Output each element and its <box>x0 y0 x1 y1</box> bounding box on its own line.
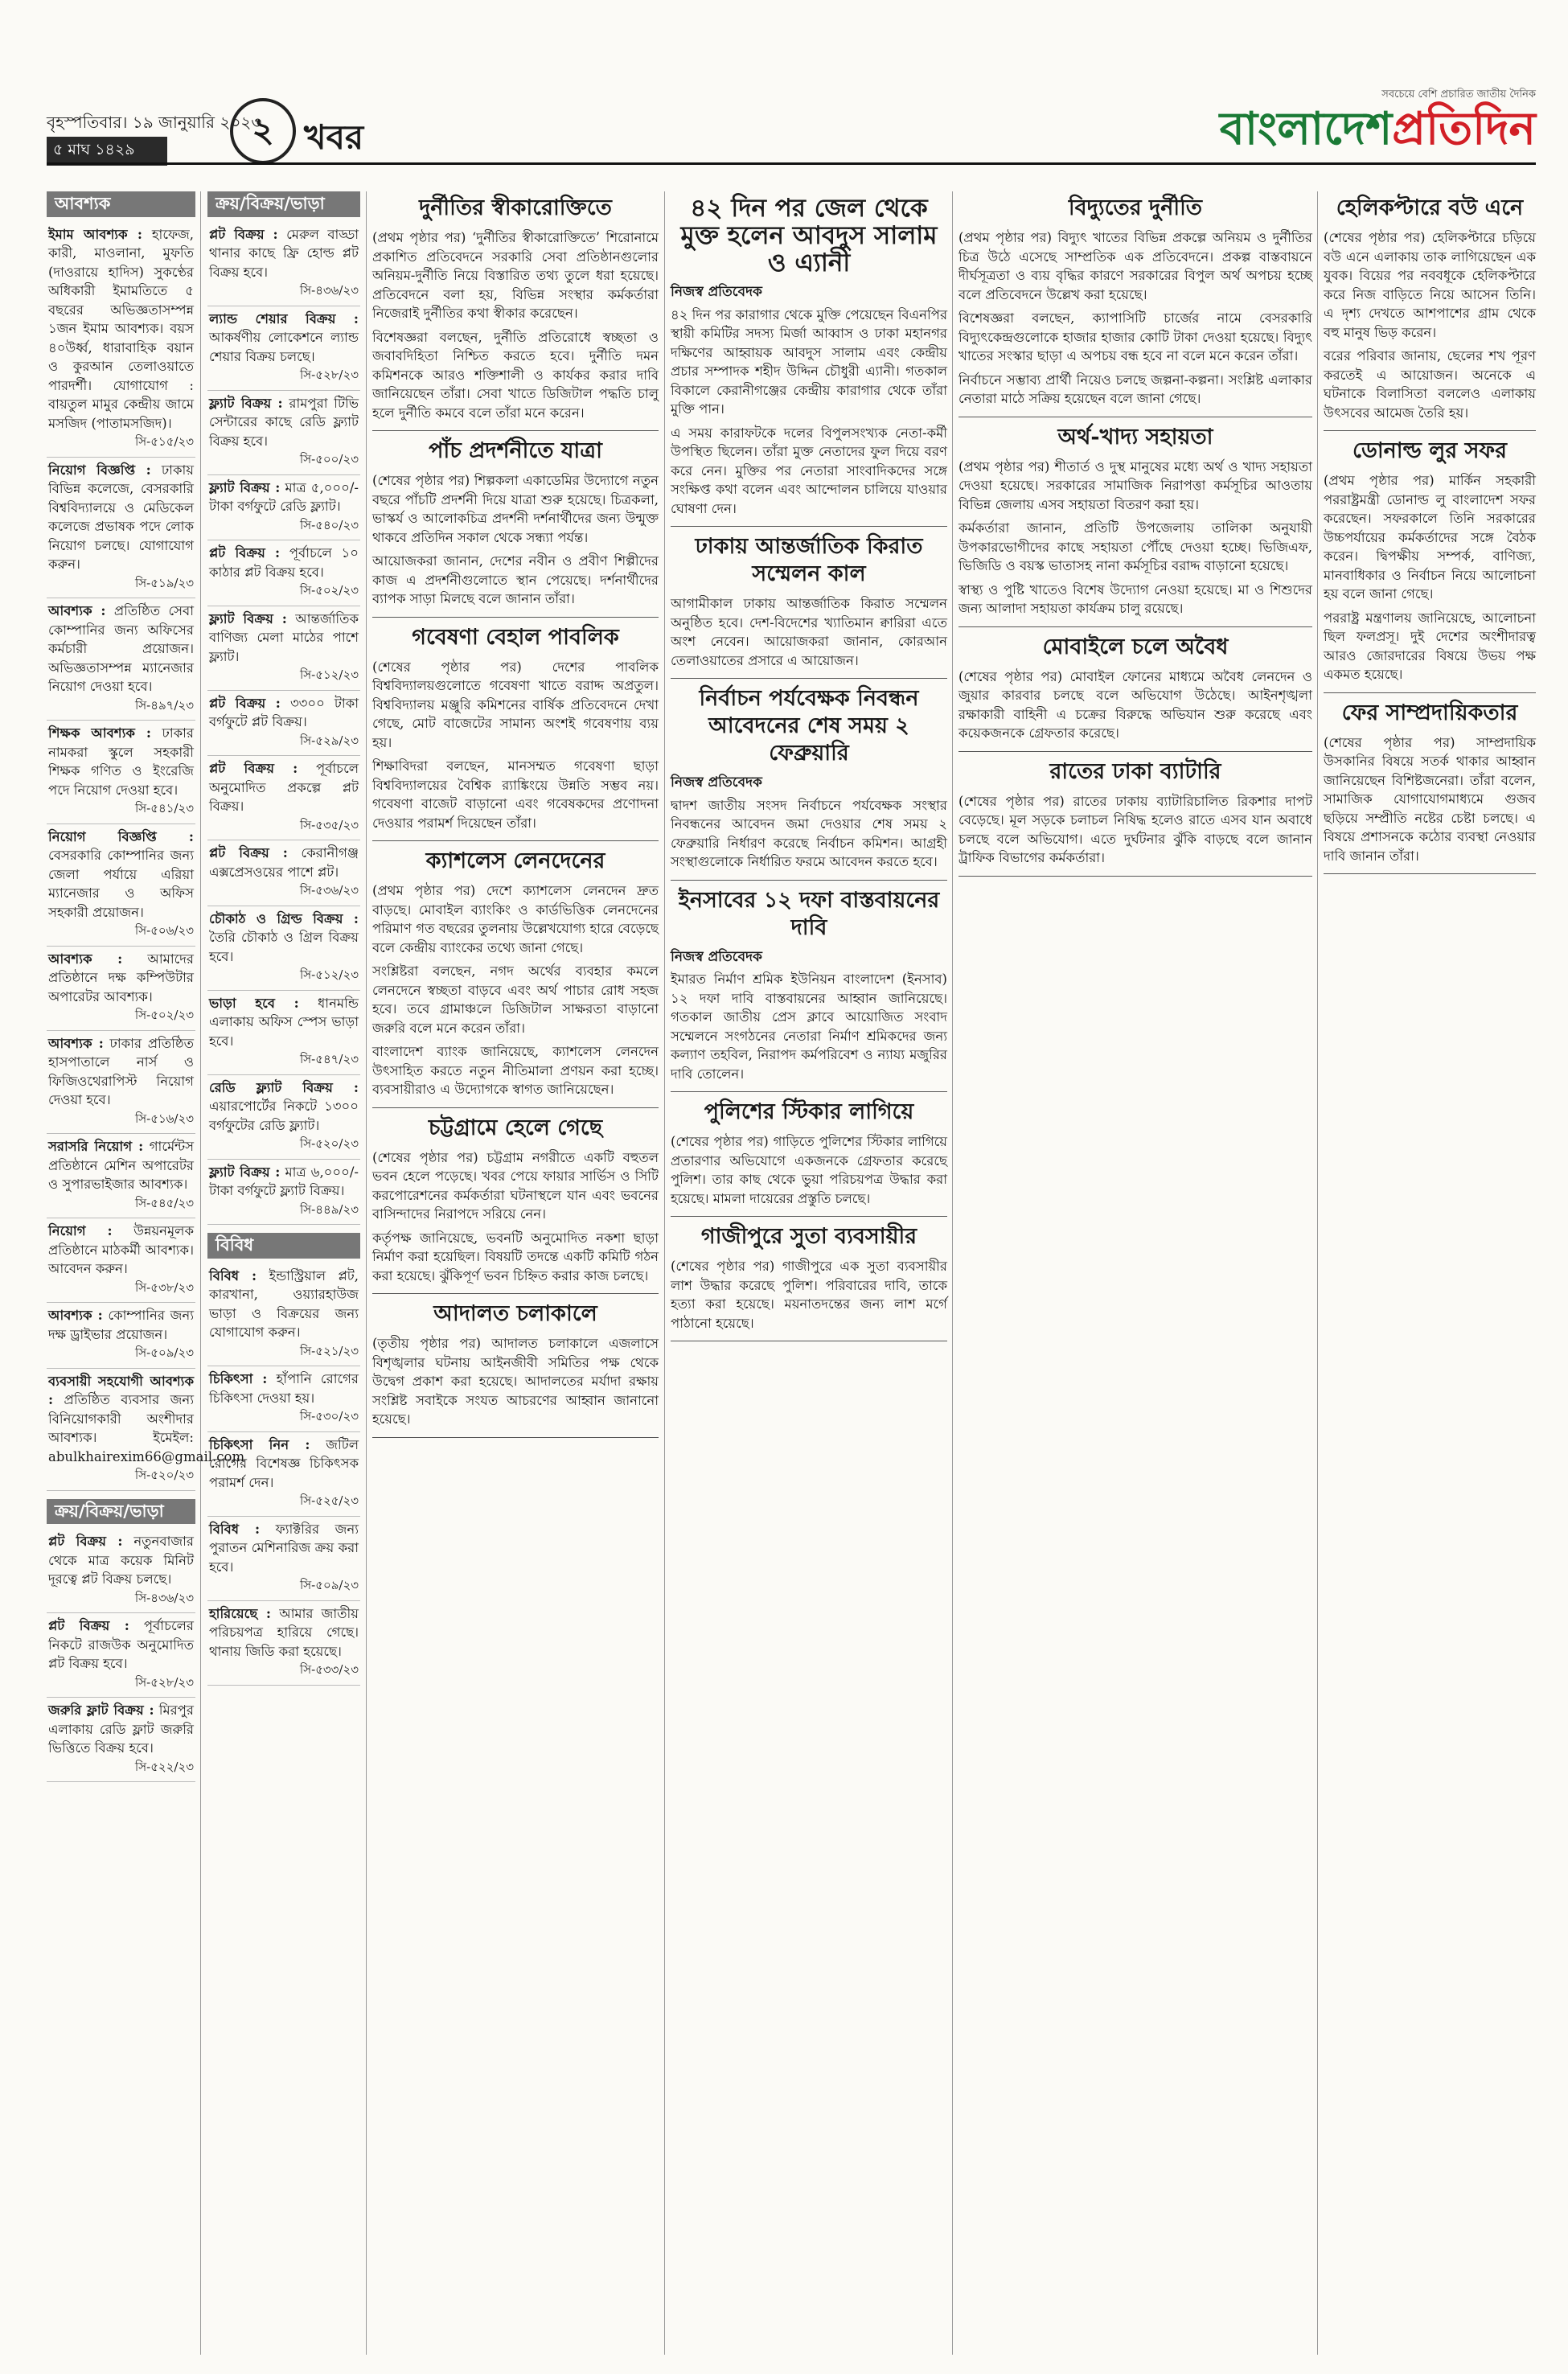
classified-ad-text: পূর্বাচলে অনুমোদিত প্রকল্পে প্লট বিক্রয়। <box>209 761 359 814</box>
classified-ad-text: কোম্পানির জন্য দক্ষ ড্রাইভার প্রয়োজন। <box>48 1308 194 1342</box>
classified-ad <box>207 691 360 757</box>
classified-ad <box>47 598 195 721</box>
classified-heading: আবশ্যক <box>47 191 195 217</box>
article-paragraph: বাংলাদেশ ব্যাংক জানিয়েছে, ক্যাশলেস লেনদেন উৎসাহিত করতে নতুন নীতিমালা প্রণয়ন করা হচ্ছে। ব্যবসায়ীরাও এ উদ্যোগকে স্বাগত জানিয়েছেন। <box>372 1044 659 1097</box>
classified-ad-text: মাত্র ৬,০০০/- টাকা বর্গফুটে ফ্ল্যাট বিক্রয়। <box>209 1164 359 1198</box>
classified-ad-text: প্রতিষ্ঠিত সেবা কোম্পানির জন্য অফিসের কর্মচারী প্রয়োজন। অভিজ্ঞতাসম্পন্ন ম্যানেজার নিয়োগ দেওয়া হবে। <box>48 603 195 694</box>
article-paragraph: (শেষের পৃষ্ঠার পর) রাতের ঢাকায় ব্যাটারিচালিত রিকশার দাপট বেড়েছে। মূল সড়কে চলাচল নিষিদ্ধ হলেও রাতে এসব যান অবাধে চলছে বলে অভিযোগ। এতে দুর্ঘটনার ঝুঁকি বাড়ছে বলে জানান ট্রাফিক বিভাগের কর্মকর্তারা। <box>958 793 1312 865</box>
classified-ad-head: ল্যান্ড শেয়ার বিক্রয় : <box>209 310 359 327</box>
classified-ad-text: ফ্যাক্টরির জন্য পুরাতন মেশিনারিজ ক্রয় করা হবে। <box>209 1521 359 1575</box>
classified-ad-head: ভাড়া হবে : <box>209 995 299 1011</box>
classified-ad-head: চিকিৎসা : <box>209 1371 268 1386</box>
classified-ad-text: জটিল রোগের বিশেষজ্ঞ চিকিৎসক পরামর্শ দেন। <box>209 1436 359 1490</box>
classified-ad-text: মিরপুর এলাকায় রেডি ফ্লাট জরুরি ভিত্তিতে বিক্রয় হবে। <box>48 1702 195 1756</box>
article-headline: হেলিকপ্টারে বউ এনে <box>1336 195 1524 220</box>
classified-ad-head: প্লট বিক্রয় : <box>48 1534 123 1549</box>
classified-ad-text: ঢাকার প্রতিষ্ঠিত হাসপাতালে নার্স ও ফিজিওথেরাপিস্ট নিয়োগ দেওয়া হবে। <box>48 1035 194 1107</box>
date-bangla: ৫ মাঘ ১৪২৯ <box>47 137 167 166</box>
classified-ad-text: হাফেজ, কারী, মাওলানা, মুফতি (দাওরায়ে হাদিস) সুকণ্ঠের অধিকারী ইমামতিতে ৫ বছরের অভিজ্ঞতাসম্পন্ন ১জন ইমাম আবশ্যক। বয়স ৪০উর্ধ্ব, ধারাবাহিক বয়ান ও কুরআন তেলাওয়াতে পারদর্শী। যোগাযোগ : বায়তুল মামুর কেন্দ্রীয় জামে মসজিদ (পাতামসজিদ)। <box>48 226 195 431</box>
article-headline: পাঁচ প্রদর্শনীতে যাত্রা <box>429 438 602 463</box>
classified-ad-text: আমাদের প্রতিষ্ঠানে দক্ষ কম্পিউটার অপারেটর আবশ্যক। <box>48 951 194 1004</box>
classified-ad-text: রামপুরা টিভি সেন্টারের কাছে রেডি ফ্ল্যাট বিক্রয় হবে। <box>209 395 359 449</box>
classified-ad-head: ইমাম আবশ্যক : <box>48 226 142 242</box>
classified-ad-head: নিয়োগ বিজ্ঞপ্তি : <box>48 828 194 844</box>
classified-ad-text: গার্মেন্টস প্রতিষ্ঠানে মেশিন অপারেটর ও সুপারভাইজার আবশ্যক। <box>48 1139 195 1192</box>
article-headline: মোবাইলে চলে অবৈধ <box>1042 634 1229 659</box>
classified-ad-head: বিবিধ : <box>209 1267 257 1284</box>
article-paragraph: স্বাস্থ্য ও পুষ্টি খাতেও বিশেষ উদ্যোগ নেওয়া হয়েছে। মা ও শিশুদের জন্য আলাদা সহায়তা কার্যক্রম চালু রয়েছে। <box>958 581 1312 616</box>
column-divider <box>664 191 665 2355</box>
classified-ad-ref: সি-৪৩৬/২৩ <box>299 283 359 298</box>
article-paragraph: কর্মকর্তারা জানান, প্রতিটি উপজেলায় তালিকা অনুযায়ী উপকারভোগীদের কাছে সহায়তা পৌঁছে দেওয়া হচ্ছে। ভিজিএফ, ভিজিডি ও বয়স্ক ভাতাসহ নানা কর্মসূচির বরাদ্দ বাড়ানো হয়েছে। <box>958 520 1312 573</box>
classified-ad-head: আবশ্যক : <box>48 1308 103 1323</box>
article <box>671 195 947 527</box>
article <box>958 634 1312 752</box>
classified-ad-ref: সি-৫০০/২৩ <box>299 452 359 466</box>
article-paragraph: এ সময় কারাফটকে দলের বিপুলসংখ্যক নেতা-কর্মী উপস্থিত ছিলেন। তাঁরা মুক্ত নেতাদের ফুল দিয়ে বরণ করে নেন। মুক্তির পর নেতারা সাংবাদিকদের সঙ্গে সংক্ষিপ্ত কথা বলেন এবং আন্দোলন চালিয়ে যাওয়ার ঘোষণা দেন। <box>671 425 947 516</box>
news-column-4 <box>671 191 947 2355</box>
classified-ad-ref: সি-৫০৬/২৩ <box>134 923 194 938</box>
classified-ad-head: হারিয়েছে : <box>209 1605 271 1621</box>
classified-ad-head: ফ্ল্যাট বিক্রয় : <box>209 479 281 495</box>
article-paragraph: (শেষের পৃষ্ঠার পর) সাম্প্রদায়িক উসকানির বিষয়ে সতর্ক থাকার আহ্বান জানিয়েছেন বিশিষ্টজনেরা। তাঁরা বলেন, সামাজিক যোগাযোগমাধ্যমে গুজব ছড়িয়ে সম্প্রীতি নষ্টের চেষ্টা চলছে। এ বিষয়ে প্রশাসনকে কঠোর ব্যবস্থা নেওয়ার দাবি জানান তাঁরা। <box>1324 734 1536 864</box>
classified-ad-head: চিকিৎসা নিন : <box>209 1436 310 1452</box>
classified-ad-ref: সি-৫৪১/২৩ <box>134 801 194 815</box>
article-headline: পুলিশের স্টিকার লাগিয়ে <box>704 1099 914 1124</box>
article-paragraph: আয়োজকরা জানান, দেশের নবীন ও প্রবীণ শিল্পীদের কাজ এ প্রদর্শনীগুলোতে স্থান পেয়েছে। দর্শনার্থীদের ব্যাপক সাড়া মিলছে বলে জানান তাঁরা। <box>372 553 659 606</box>
classified-ad-head: আবশ্যক : <box>48 951 123 967</box>
article-headline: অর্থ-খাদ্য সহায়তা <box>1057 424 1213 450</box>
article-paragraph: (শেষের পৃষ্ঠার পর) মোবাইল ফোনের মাধ্যমে অবৈধ লেনদেন ও জুয়ার কারবার চলছে বলে অভিযোগ উঠেছে। আইনশৃঙ্খলা রক্ষাকারী বাহিনী এ চক্রের বিরুদ্ধে অভিযান শুরু করেছে এবং কয়েকজনকে গ্রেফতার করেছে। <box>958 668 1312 741</box>
classified-ad-text: ঢাকায় বিভিন্ন কলেজে, বেসরকারি বিশ্ববিদ্যালয়ে ও মেডিকেল কলেজে প্রভাষক পদে লোক নিয়োগ চলছে। যোগাযোগ করুন। <box>48 462 195 572</box>
classified-ad <box>47 1698 195 1782</box>
brand-name-part-a: বাংলাদেশ <box>1219 102 1393 155</box>
article-paragraph: (শেষের পৃষ্ঠার পর) শিল্পকলা একাডেমির উদ্যোগে নতুন বছরে পাঁচটি প্রদর্শনী দিয়ে যাত্রা শুরু হয়েছে। চিত্রকলা, ভাস্কর্য ও আলোকচিত্র প্রদর্শনী দর্শনার্থীদের জন্য উন্মুক্ত থাকবে প্রতিদিন সকাল থেকে সন্ধ্যা পর্যন্ত। <box>372 473 659 545</box>
classified-ad-ref: সি-৫২৮/২৩ <box>299 368 359 382</box>
article <box>958 195 1312 417</box>
article-paragraph: (প্রথম পৃষ্ঠার পর) বিদ্যুৎ খাতের বিভিন্ন প্রকল্পে অনিয়ম ও দুর্নীতির চিত্র উঠে এসেছে সাম্প্রতিক এক প্রতিবেদনে। প্রকল্প বাস্তবায়নে দীর্ঘসূত্রতা ও ব্যয় বৃদ্ধির কারণে সরকারের বিপুল অর্থ অপচয় হচ্ছে বলে প্রতিবেদনে উল্লেখ করা হয়েছে। <box>958 230 1312 302</box>
classified-ad <box>207 840 360 906</box>
article-paragraph: (প্রথম পৃষ্ঠার পর) ‘দুর্নীতির স্বীকারোক্তিতে’ শিরোনামে প্রকাশিত প্রতিবেদনে সরকারি সেবা প্রতিষ্ঠানগুলোর অনিয়ম-দুর্নীতি নিয়ে বিস্তারিত তথ্য তুলে ধরা হয়েছে। প্রতিবেদনে বলা হয়, বিভিন্ন সংস্থার কর্মকর্তারা নিজেরাই দুর্নীতির কথা স্বীকার করেছেন। <box>372 230 659 321</box>
masthead-rule <box>47 162 1536 165</box>
article-headline: নির্বাচন পর্যবেক্ষক নিবন্ধন আবেদনের শেষ সময় ২ ফেব্রুয়ারি <box>699 686 919 766</box>
article-headline: ৪২ দিন পর জেল থেকে মুক্ত হলেন আবদুস সালাম ও এ্যানী <box>680 194 938 277</box>
classified-ad <box>47 1218 195 1303</box>
article-byline: নিজস্ব প্রতিবেদক <box>671 284 762 300</box>
classified-ad <box>207 475 360 541</box>
classified-ad-head: রেডি ফ্ল্যাট বিক্রয় : <box>209 1079 359 1095</box>
classified-ad-text: প্রতিষ্ঠিত ব্যবসার জন্য বিনিয়োগকারী অংশীদার আবশ্যক। ইমেইল: abulkhairexim66@gmail.com <box>48 1392 245 1464</box>
column-divider <box>1317 191 1318 2355</box>
article <box>372 437 659 618</box>
article <box>372 1300 659 1438</box>
article-paragraph: (প্রথম পৃষ্ঠার পর) মার্কিন সহকারী পররাষ্ট্রমন্ত্রী ডোনাল্ড লু বাংলাদেশ সফর করেছেন। সফরকালে তিনি সরকারের উচ্চপর্যায়ের কর্মকর্তাদের সঙ্গে বৈঠক করেন। দ্বিপক্ষীয় সম্পর্ক, বাণিজ্য, মানবাধিকার ও নির্বাচন নিয়ে আলোচনা হয় বলে জানা গেছে। <box>1324 473 1536 602</box>
classified-ad <box>207 1432 360 1517</box>
article <box>1324 700 1536 875</box>
article-headline: রাতের ঢাকা ব্যাটারি <box>1049 758 1221 784</box>
news-column-5 <box>958 191 1312 2355</box>
classified-ad-text: তৈরি চৌকাঠ ও গ্রিল বিক্রয় হবে। <box>209 930 359 964</box>
article-headline: আদালত চলাকালে <box>433 1301 597 1326</box>
classified-ad-text: আকর্ষণীয় লোকেশনে ল্যান্ড শেয়ার বিক্রয় চলছে। <box>209 330 359 364</box>
classified-ad-ref: সি-৫১৫/২৩ <box>134 434 194 449</box>
classified-ad <box>207 756 360 840</box>
classified-ad-head: প্লট বিক্রয় : <box>209 226 278 242</box>
classified-ad-ref: সি-৫২২/২৩ <box>134 1759 194 1774</box>
classified-ad <box>207 906 360 991</box>
news-column-6 <box>1324 191 1536 2355</box>
article <box>671 1099 947 1217</box>
classifieds-column-2 <box>207 191 360 2355</box>
classified-ad <box>47 721 195 824</box>
classified-ad <box>47 458 195 599</box>
classified-ad-head: বিবিধ : <box>209 1521 261 1537</box>
brand-logo <box>1220 87 1536 154</box>
brand-name <box>1220 104 1536 154</box>
column-divider <box>952 191 953 2355</box>
classified-ad <box>207 1601 360 1686</box>
article-paragraph: (শেষের পৃষ্ঠার পর) গাড়িতে পুলিশের স্টিকার লাগিয়ে প্রতারণার অভিযোগে একজনকে গ্রেফতার করেছে পুলিশ। তার কাছ থেকে ভুয়া পরিচয়পত্র উদ্ধার করা হয়েছে। মামলা দায়েরের প্রস্তুতি চলছে। <box>671 1134 947 1206</box>
classified-ad-text: মাত্র ৫,০০০/- টাকা বর্গফুটে রেডি ফ্ল্যাট। <box>209 479 359 514</box>
column-divider <box>366 191 367 2355</box>
classified-ad <box>207 606 360 691</box>
brand-name-part-b: প্রতিদিন <box>1392 102 1536 155</box>
classified-ad-ref: সি-৫০২/২৩ <box>134 1008 194 1022</box>
article-paragraph: কর্তৃপক্ষ জানিয়েছে, ভবনটি অনুমোদিত নকশা ছাড়া নির্মাণ করা হয়েছিল। বিষয়টি তদন্তে একটি কমিটি গঠন করা হয়েছে। ঝুঁকিপূর্ণ ভবন চিহ্নিত করার কাজ চলছে। <box>372 1230 659 1284</box>
article-headline: দুর্নীতির স্বীকারোক্তিতে <box>419 195 612 220</box>
article-headline: ইনসাবের ১২ দফা বাস্তবায়নের দাবি <box>678 887 940 940</box>
classified-ad-text: কেরানীগঞ্জ এক্সপ্রেসওয়ের পাশে প্লট। <box>209 845 359 880</box>
classified-ad <box>207 991 360 1075</box>
classified-ad-ref: সি-৫১৬/২৩ <box>134 1111 194 1126</box>
classified-ad <box>207 1160 360 1226</box>
classified-ad-text: পূর্বাচলের নিকটে রাজউক অনুমোদিত প্লট বিক্রয় হবে। <box>48 1618 194 1671</box>
classified-ad-text: ধানমন্ডি এলাকায় অফিস স্পেস ভাড়া হবে। <box>209 995 359 1049</box>
classified-ad-ref: সি-৫২৯/২৩ <box>299 733 359 748</box>
article <box>671 533 947 679</box>
article-paragraph: বিশেষজ্ঞরা বলছেন, দুর্নীতি প্রতিরোধে স্বচ্ছতা ও জবাবদিহিতা নিশ্চিত করতে হবে। দুর্নীতি দমন কমিশনকে আরও শক্তিশালী ও কার্যকর করার দাবি জানিয়েছেন তাঁরা। সেবা খাতে ডিজিটাল পদ্ধতি চালু হলে দুর্নীতি কমবে বলে তাঁরা মনে করেন। <box>372 329 659 421</box>
classified-ad-ref: সি-৫৪০/২৩ <box>299 517 359 532</box>
classified-ad-ref: সি-৪৪৯/২৩ <box>299 1201 359 1217</box>
article-paragraph: শিক্ষাবিদরা বলছেন, মানসম্মত গবেষণা ছাড়া বিশ্ববিদ্যালয়ের বৈশ্বিক র‍্যাঙ্কিংয়ে উন্নতি সম্ভব নয়। গবেষণা বাজেট বাড়ানো এবং গবেষকদের প্রণোদনা দেওয়ার পরামর্শ দিয়েছেন তাঁরা। <box>372 758 659 831</box>
classified-ad-head: আবশ্যক : <box>48 603 106 618</box>
article-headline: চট্টগ্রামে হেলে গেছে <box>428 1115 603 1140</box>
article-paragraph: ৪২ দিন পর কারাগার থেকে মুক্তি পেয়েছেন বিএনপির স্থায়ী কমিটির সদস্য মির্জা আব্বাস ও ঢাকা মহানগর দক্ষিণের আহ্বায়ক আবদুস সালাম এবং কেন্দ্রীয় প্রচার সম্পাদক শহীদ উদ্দিন চৌধুরী এ্যানী। গতকাল বিকালে কেরানীগঞ্জের কেন্দ্রীয় কারাগার থেকে তাঁরা মুক্তি পান। <box>671 306 948 417</box>
classified-list <box>207 222 360 1226</box>
classified-list <box>207 1263 360 1686</box>
classified-heading: ক্রয়/বিক্রয়/ভাড়া <box>47 1499 195 1525</box>
article-paragraph: বিশেষজ্ঞরা বলছেন, ক্যাপাসিটি চার্জের নামে বেসরকারি বিদ্যুৎকেন্দ্রগুলোকে হাজার হাজার কোটি টাকা দেওয়া হয়েছে। বিদ্যুৎ খাতের সংস্কার ছাড়া এ অপচয় বন্ধ হবে না বলে মনে করেন তাঁরা। <box>958 310 1312 363</box>
article-byline: নিজস্ব প্রতিবেদক <box>671 774 762 791</box>
article-headline: গাজীপুরে সুতা ব্যবসায়ীর <box>700 1224 917 1249</box>
section-name: খবর <box>304 117 364 157</box>
classified-ad <box>47 824 195 947</box>
page-number: ২ <box>230 98 296 164</box>
classified-ad-ref: সি-৫১৯/২৩ <box>134 575 194 590</box>
classified-ad <box>47 1613 195 1698</box>
classified-ad-ref: সি-৫৩০/২৩ <box>299 1409 359 1423</box>
classified-ad <box>207 391 360 475</box>
classified-ad-ref: সি-৫৩৮/২৩ <box>134 1279 194 1295</box>
classified-ad-text: ইন্ডাস্ট্রিয়াল প্লট, কারখানা, ওয়্যারহাউজ ভাড়া ও বিক্রয়ের জন্য যোগাযোগ করুন। <box>209 1267 359 1340</box>
classified-ad-text: উন্নয়নমূলক প্রতিষ্ঠানে মাঠকর্মী আবশ্যক। আবেদন করুন। <box>48 1223 195 1276</box>
article-paragraph: (শেষের পৃষ্ঠার পর) দেশের পাবলিক বিশ্ববিদ্যালয়গুলোতে গবেষণা খাতে বরাদ্দ অপ্রতুল। বিশ্ববিদ্যালয় মঞ্জুরি কমিশনের বার্ষিক প্রতিবেদনে দেখা গেছে, মোট বাজেটের সামান্য অংশই গবেষণায় ব্যয় হয়। <box>372 659 659 750</box>
classified-ad-text: আন্তর্জাতিক বাণিজ্য মেলা মাঠের পাশে ফ্ল্যাট। <box>209 610 359 664</box>
article-paragraph: (প্রথম পৃষ্ঠার পর) শীতার্ত ও দুস্থ মানুষের মধ্যে অর্থ ও খাদ্য সহায়তা দেওয়া হয়েছে। সরকারের সামাজিক নিরাপত্তা কর্মসূচির আওতায় বিভিন্ন জেলায় এসব সহায়তা বিতরণ করা হয়। <box>958 458 1312 512</box>
article-paragraph: নির্বাচনে সম্ভাব্য প্রার্থী নিয়েও চলছে জল্পনা-কল্পনা। সংশ্লিষ্ট এলাকার নেতারা মাঠে সক্রিয় হয়েছেন বলে জানা গেছে। <box>958 372 1312 406</box>
classified-ad-text: মেরুল বাড্ডা থানার কাছে ফ্রি হোল্ড প্লট বিক্রয় হবে। <box>209 226 359 280</box>
article <box>1324 195 1536 431</box>
article-paragraph: (প্রথম পৃষ্ঠার পর) দেশে ক্যাশলেস লেনদেন দ্রুত বাড়ছে। মোবাইল ব্যাংকিং ও কার্ডভিত্তিক লেনদেনের পরিমাণ গত বছরের তুলনায় উল্লেখযোগ্য হারে বেড়েছে বলে কেন্দ্রীয় ব্যাংকের তথ্যে জানা গেছে। <box>372 883 659 955</box>
brand-tagline: সবচেয়ে বেশি প্রচারিত জাতীয় দৈনিক <box>1381 88 1536 101</box>
classified-ad <box>207 1263 360 1367</box>
classified-ad <box>47 1031 195 1135</box>
classified-ad-ref: সি-৫২৮/২৩ <box>134 1674 194 1690</box>
classified-ad-head: নিয়োগ : <box>48 1223 113 1238</box>
article <box>958 758 1312 877</box>
classified-heading: ক্রয়/বিক্রয়/ভাড়া <box>207 191 360 217</box>
classified-ad-text: এয়ারপোর্টের নিকটে ১৩০০ বর্গফুটের রেডি ফ্ল্যাট। <box>209 1099 359 1133</box>
classified-ad-text: আমার জাতীয় পরিচয়পত্র হারিয়ে গেছে। থানায় জিডি করা হয়েছে। <box>209 1605 359 1659</box>
article <box>372 1115 659 1295</box>
classified-ad-head: ব্যবসায়ী সহযোগী আবশ্যক : <box>48 1373 194 1407</box>
classified-ad <box>47 1529 195 1613</box>
article-headline: ক্যাশলেস লেনদেনের <box>425 848 605 873</box>
classified-ad-text: হাঁপানি রোগের চিকিৎসা দেওয়া হয়। <box>209 1371 359 1406</box>
date-weekday: বৃহস্পতিবার। ১৯ জানুয়ারি ২০২৩ <box>47 113 262 132</box>
classified-heading: বিবিধ <box>207 1233 360 1259</box>
article-paragraph: (শেষের পৃষ্ঠার পর) হেলিকপ্টারে চড়িয়ে বউ এনে এলাকায় তাক লাগিয়েছেন এক যুবক। বিয়ের পর নববধূকে হেলিকপ্টারে করে নিজ বাড়িতে নিয়ে আসেন তিনি। এ দৃশ্য দেখতে আশপাশের গ্রাম থেকে বহু মানুষ ভিড় করেন। <box>1324 230 1536 340</box>
classified-ad-ref: সি-৫০২/২৩ <box>299 583 359 598</box>
article-headline: বিদ্যুতের দুর্নীতি <box>1068 195 1203 220</box>
classified-ad-ref: সি-৫১২/২৩ <box>299 967 359 982</box>
article-headline: গবেষণা বেহাল পাবলিক <box>412 624 619 650</box>
article-paragraph: (তৃতীয় পৃষ্ঠার পর) আদালত চলাকালে এজলাসে বিশৃঙ্খলার ঘটনায় আইনজীবী সমিতির পক্ষ থেকে উদ্বেগ প্রকাশ করা হয়েছে। আদালতের মর্যাদা রক্ষায় সংশ্লিষ্ট সবাইকে সংযত আচরণের আহ্বান জানানো হয়েছে। <box>372 1336 659 1427</box>
classified-ad-head: ফ্ল্যাট বিক্রয় : <box>209 1164 281 1180</box>
classified-ad <box>47 1303 195 1369</box>
classified-ad-ref: সি-৫০৯/২৩ <box>299 1578 359 1592</box>
article <box>372 624 659 842</box>
classified-ad-head: প্লট বিক্রয় : <box>209 545 281 561</box>
classified-ad-head: সরাসরি নিয়োগ : <box>48 1139 144 1154</box>
classified-ad-ref: সি-৫২১/২৩ <box>299 1343 359 1358</box>
article-paragraph: পররাষ্ট্র মন্ত্রণালয় জানিয়েছে, আলোচনা ছিল ফলপ্রসূ। দুই দেশের অংশীদারত্ব আরও জোরদারের বিষয়ে উভয় পক্ষ একমত হয়েছে। <box>1324 610 1536 682</box>
classified-ad-head: প্লট বিক্রয় : <box>209 845 288 860</box>
classified-ad <box>47 1134 195 1218</box>
classified-ad-head: প্লট বিক্রয় : <box>48 1618 129 1633</box>
classified-ad-head: জরুরি ফ্লাট বিক্রয় : <box>48 1702 154 1718</box>
classified-ad-head: প্লট বিক্রয় : <box>209 761 298 776</box>
classified-ad <box>207 306 360 391</box>
classified-ad <box>207 540 360 606</box>
classified-ad-head: চৌকাঠ ও গ্রিল্ড বিক্রয় : <box>209 910 359 926</box>
article-paragraph: আগামীকাল ঢাকায় আন্তর্জাতিক কিরাত সম্মেলন অনুষ্ঠিত হবে। দেশ-বিদেশের খ্যাতিমান ক্বারিরা এতে অংশ নেবেন। আয়োজকরা জানান, কোরআন তেলাওয়াতের প্রসারে এ আয়োজন। <box>671 596 947 668</box>
classified-ad-head: আবশ্যক : <box>48 1035 104 1051</box>
article-headline: ডোনাল্ড লুর সফর <box>1353 438 1507 463</box>
news-column-3 <box>372 191 659 2355</box>
article-paragraph: দ্বাদশ জাতীয় সংসদ নির্বাচনে পর্যবেক্ষক সংস্থার নিবন্ধনের আবেদন জমা দেওয়ার শেষ সময় ২ ফেব্রুয়ারি নির্ধারণ করেছে নির্বাচন কমিশন। আগ্রহী সংস্থাগুলোকে নির্ধারিত ফরমে আবেদন করতে হবে। <box>671 797 947 869</box>
classified-ad <box>207 1075 360 1160</box>
column-divider <box>200 191 201 2355</box>
classified-ad-head: নিয়োগ বিজ্ঞপ্তি : <box>48 462 151 478</box>
classified-ad-ref: সি-৫৩৩/২৩ <box>299 1662 359 1677</box>
article-byline: নিজস্ব প্রতিবেদক <box>671 948 762 965</box>
article-paragraph: বরের পরিবার জানায়, ছেলের শখ পূরণ করতেই এ আয়োজন। অনেকে এ ঘটনাকে বিলাসিতা বললেও এলাকায় উৎসবের আমেজ তৈরি হয়। <box>1324 348 1536 421</box>
classified-ad-ref: সি-৫৩৬/২৩ <box>299 883 359 897</box>
article-paragraph: (শেষের পৃষ্ঠার পর) চট্টগ্রাম নগরীতে একটি বহুতল ভবন হেলে পড়েছে। খবর পেয়ে ফায়ার সার্ভিস ও সিটি করপোরেশনের কর্মকর্তারা ঘটনাস্থলে যান এবং ভবনের বাসিন্দাদের নিরাপদে সরিয়ে নেন। <box>372 1149 659 1222</box>
article <box>958 424 1312 627</box>
article <box>372 195 659 431</box>
classified-ad-ref: সি-৪৯৭/২৩ <box>134 697 194 713</box>
classified-ad-head: প্লট বিক্রয় : <box>209 695 281 711</box>
article-headline: ফের সাম্প্রদায়িকতার <box>1341 700 1518 725</box>
article-paragraph: সংশ্লিষ্টরা বলছেন, নগদ অর্থের ব্যবহার কমলে লেনদেনে স্বচ্ছতা বাড়বে এবং অর্থ পাচার রোধ সহজ হবে। তবে গ্রামাঞ্চলে ডিজিটাল সাক্ষরতা বাড়ানো জরুরি বলে মনে করেন তাঁরা। <box>372 963 659 1036</box>
article <box>372 848 659 1108</box>
classified-ad-head: শিক্ষক আবশ্যক : <box>48 725 151 741</box>
classified-ad-ref: সি-৫২০/২৩ <box>299 1136 359 1151</box>
classified-ad-head: ফ্ল্যাট বিক্রয় : <box>209 395 283 411</box>
classified-ad-text: পূর্বাচলে ১০ কাঠার প্লট বিক্রয় হবে। <box>209 545 359 580</box>
article-paragraph: ইমারত নির্মাণ শ্রমিক ইউনিয়ন বাংলাদেশ (ইনসাব) ১২ দফা দাবি বাস্তবায়নের আহ্বান জানিয়েছে। গতকাল জাতীয় প্রেস ক্লাবে আয়োজিত সংবাদ সম্মেলনে সংগঠনের নেতারা নির্মাণ শ্রমিকদের জন্য কল্যাণ তহবিল, নিরাপদ কর্মপরিবেশ ও ন্যায্য মজুরির দাবি তোলেন। <box>671 971 947 1082</box>
classified-ad-text: ঢাকার নামকরা স্কুলে সহকারী শিক্ষক গণিত ও ইংরেজি পদে নিয়োগ দেওয়া হবে। <box>48 725 195 798</box>
article-paragraph: (শেষের পৃষ্ঠার পর) গাজীপুরে এক সুতা ব্যবসায়ীর লাশ উদ্ধার করেছে পুলিশ। পরিবারের দাবি, তাকে হত্যা করা হয়েছে। ময়নাতদন্তের জন্য লাশ মর্গে পাঠানো হয়েছে। <box>671 1259 947 1331</box>
masthead <box>47 87 1536 183</box>
classified-ad-ref: সি-৫১২/২৩ <box>299 667 359 682</box>
classified-ad <box>47 947 195 1031</box>
classified-ad-head: ফ্ল্যাট বিক্রয় : <box>209 610 287 626</box>
article <box>671 887 947 1093</box>
classified-ad-ref: সি-৫৪৭/২৩ <box>299 1052 359 1066</box>
article <box>671 685 947 881</box>
classified-ad-ref: সি-৫২৫/২৩ <box>299 1493 359 1508</box>
article-headline: ঢাকায় আন্তর্জাতিক কিরাত সম্মেলন কাল <box>695 534 923 586</box>
classified-list <box>47 1529 195 1782</box>
classified-ad-text: বেসরকারি কোম্পানির জন্য জেলা পর্যায়ে এরিয়া ম্যানেজার ও অফিস সহকারী প্রয়োজন। <box>48 848 194 920</box>
classified-ad <box>207 1517 360 1601</box>
classified-ad-text: নতুনবাজার থেকে মাত্র কয়েক মিনিট দূরত্বে প্লট বিক্রয় চলছে। <box>48 1534 194 1587</box>
classified-ad-ref: সি-৫০৯/২৩ <box>134 1345 194 1360</box>
classified-ad-ref: সি-৪৩৬/২৩ <box>134 1590 194 1605</box>
classified-ad-text: ৩৩০০ টাকা বর্গফুটে প্লট বিক্রয়। <box>209 695 359 729</box>
article <box>671 1223 947 1341</box>
classified-ad <box>47 222 195 458</box>
classified-ad-ref: সি-৫৩৫/২৩ <box>299 817 359 832</box>
classified-ad-ref: সি-৫২০/২৩ <box>134 1468 194 1482</box>
classified-ad <box>207 1366 360 1432</box>
classified-ad <box>207 222 360 306</box>
classified-ad-ref: সি-৫৪৫/২৩ <box>134 1195 194 1210</box>
article <box>1324 437 1536 693</box>
